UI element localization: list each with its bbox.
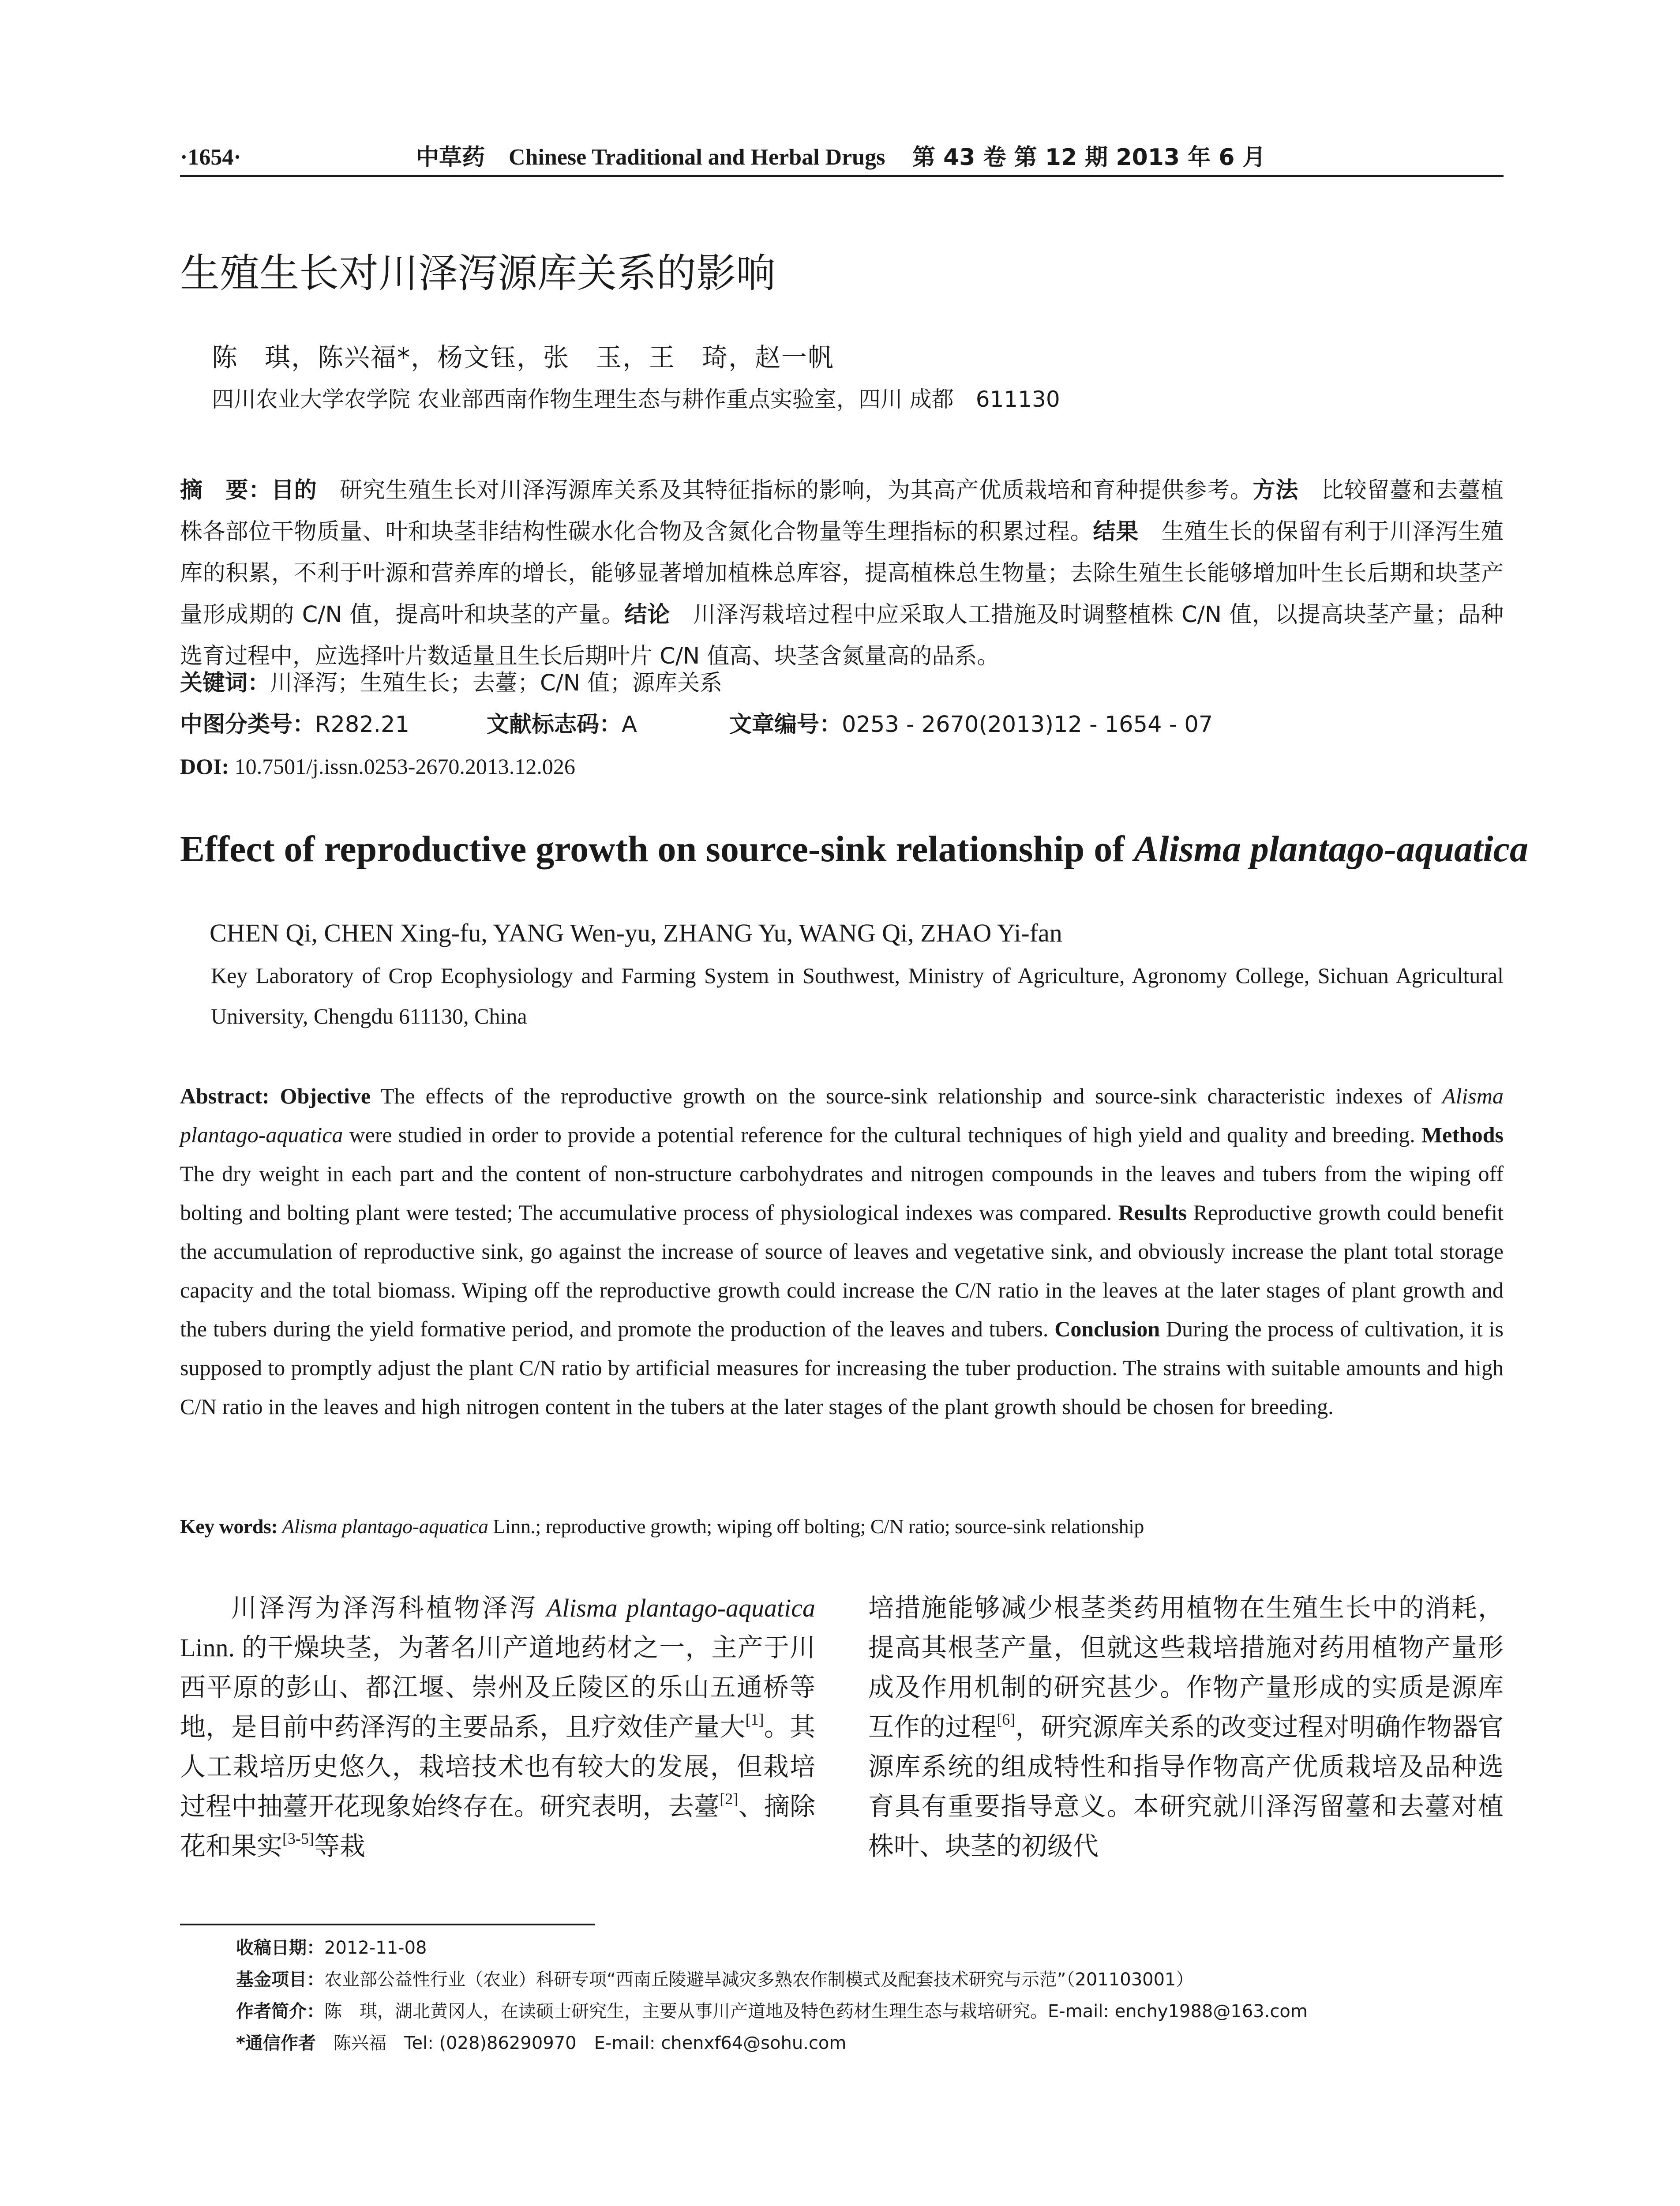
- abstract-label: 摘 要：: [180, 477, 271, 503]
- chinese-keywords: [180, 663, 1504, 704]
- body-column-left: [180, 1588, 815, 1866]
- conclusion-text: 川泽泻栽培过程中应采取人工措施及时调整植株 C/N 值，以提高块茎产量；品种选育过程中，应选择叶片数适量且生长后期叶片 C/N 值高、块茎含氮量高的品系。: [180, 602, 1504, 669]
- body-text: Linn. 的干燥块茎，为著名川产道地药材之一，主产于川西平原的彭山、都江堰、崇州及丘陵区的乐山五通桥等地，是目前中药泽泻的主要品系，且疗效佳产量大: [180, 1633, 815, 1741]
- en-results-text: Reproductive growth could benefit the accumulation of reproductive sink, go against the increase of source of leaves and vegetative sink, and obviously increase the plant total storage capacity and the total biomass. Wiping off the reproductive growth could increase the C/N ratio in the leaves at the later stages of plant growth and the tubers during the yield formative period, and promote the production of the leaves and tubers.: [180, 1200, 1504, 1341]
- body-species: Alisma plantago-aquatica: [546, 1594, 815, 1622]
- footnote-author: [236, 1998, 1308, 2025]
- article-no-label: 文章编号：: [729, 712, 842, 738]
- en-methods-label: Methods: [1421, 1122, 1504, 1147]
- clc-value: R282.21: [315, 712, 409, 738]
- doc-code-label: 文献标志码：: [487, 712, 622, 738]
- doi-value: 10.7501/j.issn.0253-2670.2013.12.026: [229, 754, 575, 779]
- body-text: ，研究源库关系的改变过程对明确作物器官源库系统的组成特性和指导作物高产优质栽培及品种选育具有重要指导意义。本研究就川泽泻留薹和去薹对植株叶、块茎的初级代: [868, 1713, 1504, 1861]
- citation-ref: [6]: [997, 1710, 1016, 1728]
- en-keywords-text: Linn.; reproductive growth; wiping off bolting; C/N ratio; source-sink relationship: [488, 1515, 1144, 1538]
- body-text: 。其人工栽培历史悠久，栽培技术也有较大的发展，但栽培过程中抽薹开花现象始终存在。研究表明，去薹: [180, 1713, 815, 1821]
- results-label: 结果: [1093, 519, 1139, 545]
- en-keywords-label: Key words:: [180, 1515, 278, 1538]
- en-results-label: Results: [1118, 1200, 1187, 1225]
- body-text: 川泽泻为泽泻科植物泽泻: [231, 1594, 547, 1622]
- en-keywords-species: Alisma plantago-aquatica: [278, 1515, 488, 1538]
- citation-ref: [2]: [720, 1790, 739, 1808]
- english-title-text: Effect of reproductive growth on source-sink relationship of: [180, 829, 1134, 870]
- footnote-text: 陈 琪，湖北黄冈人，在读硕士研究生，主要从事川产道地及特色药材生理生态与栽培研究。E-mail: enchy1988@163.com: [324, 2001, 1308, 2022]
- clc-label: 中图分类号：: [180, 712, 315, 738]
- footnote-fund: [236, 1966, 1194, 1993]
- classification-line: [180, 704, 1504, 746]
- journal-name-cn: 中草药: [416, 144, 485, 171]
- footnote-text: 陈兴福 Tel: (028)86290970 E-mail: chenxf64@sohu.com: [315, 2033, 847, 2053]
- citation-ref: [1]: [745, 1710, 764, 1728]
- methods-text: 比较留薹和去薹植株各部位干物质量、叶和块茎非结构性碳水化合物及含氮化合物量等生理指标的积累过程。: [180, 477, 1504, 545]
- header-rule: [180, 175, 1504, 177]
- running-header: [180, 140, 1504, 175]
- footnote-label: *通信作者: [236, 2033, 316, 2053]
- citation-ref: [3-5]: [282, 1829, 314, 1847]
- footnote-label: 收稿日期：: [236, 1938, 324, 1958]
- english-keywords: [180, 1509, 1504, 1544]
- objective-text: 研究生殖生长对川泽泻源库关系及其特征指标的影响，为其高产优质栽培和育种提供参考。: [317, 477, 1253, 503]
- english-affiliation: Key Laboratory of Crop Ecophysiology and Farming System in Southwest, Ministry of Agriculture, Agronomy College, Sichuan Agricultural University, Chengdu 611130, China: [211, 963, 1504, 1028]
- en-objective-text-b: were studied in order to provide a potential reference for the cultural techniques of high yield and quality and breeding.: [343, 1122, 1421, 1147]
- keywords-text: 川泽泻；生殖生长；去薹；C/N 值；源库关系: [270, 670, 723, 696]
- chinese-abstract: [180, 470, 1504, 677]
- objective-label: 目的: [271, 477, 317, 503]
- conclusion-label: 结论: [624, 602, 671, 628]
- footnote-label: 作者简介：: [236, 2001, 324, 2022]
- doc-code-value: A: [622, 712, 637, 738]
- en-conclusion-label: Conclusion: [1054, 1317, 1160, 1341]
- footnote-corresponding: [236, 2030, 846, 2056]
- doi-line: [180, 746, 1504, 787]
- english-abstract: [180, 1077, 1504, 1426]
- methods-label: 方法: [1252, 477, 1299, 503]
- chinese-authors: 陈 琪，陈兴福*，杨文钰，张 玉，王 琦，赵一帆: [212, 342, 835, 372]
- en-objective-text-a: The effects of the reproductive growth on the source-sink relationship and source-sink characteristic indexes of: [371, 1084, 1443, 1108]
- body-text: 、摘除花和果实: [180, 1792, 815, 1861]
- en-abstract-label: Abstract: Objective: [180, 1084, 371, 1108]
- footnote-text: 2012-11-08: [324, 1938, 427, 1958]
- clc-field: [180, 704, 409, 746]
- article-no-field: [729, 704, 1213, 746]
- body-text: 培措施能够减少根茎类药用植物在生殖生长中的消耗，提高其根茎产量，但就这些栽培措施对药用植物产量形成及作用机制的研究甚少。作物产量形成的实质是源库互作的过程: [868, 1594, 1504, 1741]
- english-authors: CHEN Qi, CHEN Xing-fu, YANG Wen-yu, ZHANG Yu, WANG Qi, ZHAO Yi-fan: [210, 919, 1062, 947]
- doc-code-field: [487, 704, 637, 746]
- en-methods-text: The dry weight in each part and the content of non-structure carbohydrates and nitrogen compounds in the leaves and tubers from the wiping off bolting and bolting plant were tested; The accumulative process of physiological indexes was compared.: [180, 1161, 1504, 1225]
- body-text: 等栽: [314, 1832, 365, 1861]
- footnote-rule: [180, 1924, 595, 1925]
- english-title-species: Alisma plantago-aquatica: [1134, 829, 1528, 870]
- chinese-title: 生殖生长对川泽泻源库关系的影响: [180, 250, 776, 296]
- article-no-value: 0253 - 2670(2013)12 - 1654 - 07: [842, 712, 1213, 738]
- keywords-label: 关键词：: [180, 670, 270, 696]
- en-conclusion-text: During the process of cultivation, it is supposed to promptly adjust the plant C/N ratio by artificial measures for increasing the tuber production. The strains with suitable amounts and high C/N ratio in the leaves and high nitrogen content in the tubers at the later stages of the plant growth should be chosen for breeding.: [180, 1317, 1504, 1419]
- page-number: ·1654·: [180, 145, 241, 170]
- footnote-label: 基金项目：: [236, 1970, 324, 1990]
- chinese-affiliation: 四川农业大学农学院 农业部西南作物生理生态与耕作重点实验室，四川 成都 611130: [212, 386, 1060, 412]
- doi-label: DOI:: [180, 754, 229, 779]
- footnote-received: [236, 1935, 427, 1961]
- english-title: [180, 823, 1528, 876]
- en-objective-species: Alisma plantago-aquatica: [180, 1084, 1504, 1147]
- body-column-right: [868, 1588, 1504, 1866]
- footnote-text: 农业部公益性行业（农业）科研专项“西南丘陵避旱减灾多熟农作制模式及配套技术研究与示范”（201103001）: [324, 1970, 1194, 1990]
- volume-info: 第 43 卷 第 12 期 2013 年 6 月: [912, 144, 1266, 171]
- journal-name-en: Chinese Traditional and Herbal Drugs: [509, 145, 885, 170]
- results-text: 生殖生长的保留有利于川泽泻生殖库的积累，不利于叶源和营养库的增长，能够显著增加植株总库容，提高植株总生物量；去除生殖生长能够增加叶生长后期和块茎产量形成期的 C/N 值，提高叶和块茎的产量。: [180, 519, 1504, 628]
